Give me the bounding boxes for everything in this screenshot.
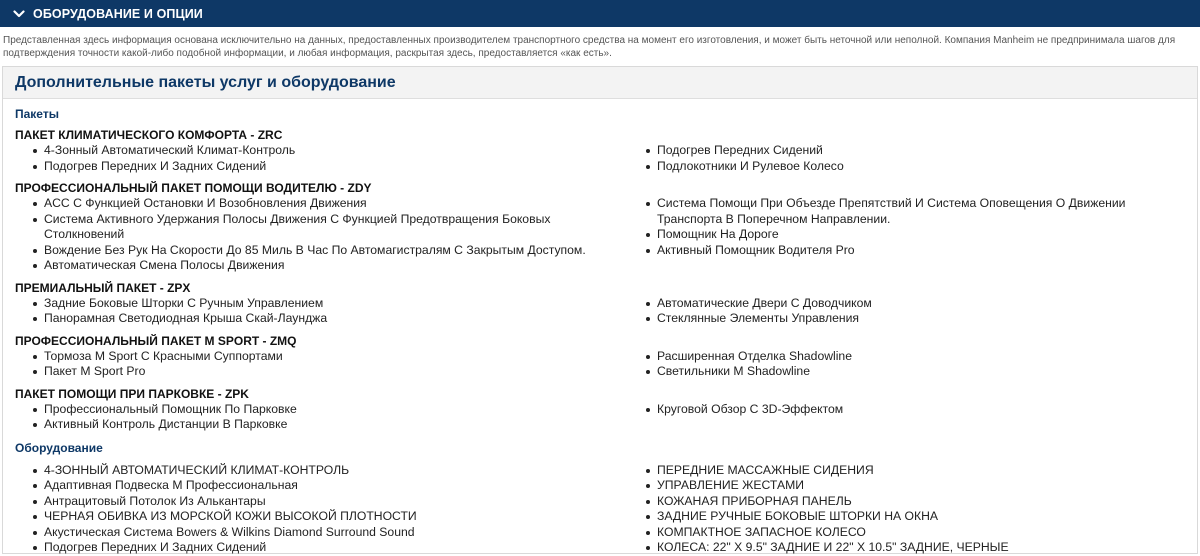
- equipment-right-column: [628, 463, 1188, 556]
- package-item: ACC С Функцией Остановки И Возобновления Движения: [15, 196, 628, 212]
- equipment-item: Акустическая Система Bowers & Wilkins Diamond Surround Sound: [15, 525, 628, 541]
- equipment-item: Адаптивная Подвеска M Профессиональная: [15, 478, 628, 494]
- package-title: ПРЕМИАЛЬНЫЙ ПАКЕТ - ZPX: [15, 280, 191, 295]
- equipment-item: 4-ЗОННЫЙ АВТОМАТИЧЕСКИЙ КЛИМАТ-КОНТРОЛЬ: [15, 463, 628, 479]
- package-block: [15, 280, 1197, 327]
- package-item: Профессиональный Помощник По Парковке: [15, 402, 628, 418]
- package-item: Помощник На Дороге: [628, 227, 1188, 243]
- package-item: Система Активного Удержания Полосы Движения С Функцией Предотвращения Боковых Столкновений: [15, 212, 628, 243]
- packages-list: [15, 127, 1197, 433]
- package-block: [15, 127, 1197, 174]
- package-left-column: [15, 296, 628, 327]
- package-title: ПАКЕТ ПОМОЩИ ПРИ ПАРКОВКЕ - ZPK: [15, 386, 249, 401]
- package-item: Автоматическая Смена Полосы Движения: [15, 258, 628, 274]
- package-left-column: [15, 349, 628, 380]
- packages-section-label: Пакеты: [15, 107, 59, 121]
- package-block: [15, 333, 1197, 380]
- package-item: Автоматические Двери С Доводчиком: [628, 296, 1188, 312]
- package-item: Панорамная Светодиодная Крыша Скай-Лаунджа: [15, 311, 628, 327]
- package-item: Подлокотники И Рулевое Колесо: [628, 159, 1188, 175]
- packages-panel: [2, 66, 1198, 554]
- package-item: Система Помощи При Объезде Препятствий И Система Оповещения О Движении Транспорта В Поперечном Направлении.: [628, 196, 1188, 227]
- equipment-list: [15, 463, 1197, 556]
- equipment-item: КОМПАКТНОЕ ЗАПАСНОЕ КОЛЕСО: [628, 525, 1188, 541]
- package-item: Пакет M Sport Pro: [15, 364, 628, 380]
- package-item: Светильники M Shadowline: [628, 364, 1188, 380]
- package-item: Расширенная Отделка Shadowline: [628, 349, 1188, 365]
- equipment-item: ЗАДНИЕ РУЧНЫЕ БОКОВЫЕ ШТОРКИ НА ОКНА: [628, 509, 1188, 525]
- package-items: [15, 402, 1197, 433]
- package-left-column: [15, 196, 628, 274]
- package-right-column: [628, 143, 1188, 174]
- package-left-column: [15, 402, 628, 433]
- equipment-item: Антрацитовый Потолок Из Алькантары: [15, 494, 628, 510]
- chevron-down-icon: [13, 8, 25, 20]
- package-item: Активный Помощник Водителя Pro: [628, 243, 1188, 259]
- package-item: Тормоза M Sport С Красными Суппортами: [15, 349, 628, 365]
- package-item: Задние Боковые Шторки С Ручным Управлением: [15, 296, 628, 312]
- equipment-item: ЧЕРНАЯ ОБИВКА ИЗ МОРСКОЙ КОЖИ ВЫСОКОЙ ПЛОТНОСТИ: [15, 509, 628, 525]
- package-items: [15, 196, 1197, 274]
- disclaimer-text: Представленная здесь информация основана исключительно на данных, предоставленных производителем транспортного средства на момент его изготовления, и может быть неточной или неполной. Компания Manheim не предпринимала шагов для подтверждения точности какой-либо подобной информации, и любая информация, раскрытая здесь, предоставляется «как есть».: [3, 35, 1176, 59]
- package-item: Активный Контроль Дистанции В Парковке: [15, 417, 628, 433]
- package-right-column: [628, 296, 1188, 327]
- equipment-options-header[interactable]: [0, 0, 1200, 27]
- package-right-column: [628, 349, 1188, 380]
- equipment-item: КОЛЕСА: 22" X 9.5" ЗАДНИЕ И 22" X 10.5" ЗАДНИЕ, ЧЕРНЫЕ: [628, 540, 1188, 556]
- package-item: Подогрев Передних И Задних Сидений: [15, 159, 628, 175]
- package-items: [15, 296, 1197, 327]
- package-title: ПРОФЕССИОНАЛЬНЫЙ ПАКЕТ M SPORT - ZMQ: [15, 333, 297, 348]
- package-items: [15, 143, 1197, 174]
- package-left-column: [15, 143, 628, 174]
- equipment-item: ПЕРЕДНИЕ МАССАЖНЫЕ СИДЕНИЯ: [628, 463, 1188, 479]
- panel-title: Дополнительные пакеты услуг и оборудование: [3, 67, 1197, 99]
- package-item: 4-Зонный Автоматический Климат-Контроль: [15, 143, 628, 159]
- package-item: Вождение Без Рук На Скорости До 85 Миль В Час По Автомагистралям С Закрытым Доступом.: [15, 243, 628, 259]
- package-items: [15, 349, 1197, 380]
- package-item: Подогрев Передних Сидений: [628, 143, 1188, 159]
- package-title: ПРОФЕССИОНАЛЬНЫЙ ПАКЕТ ПОМОЩИ ВОДИТЕЛЮ - ZDY: [15, 181, 372, 195]
- package-item: Круговой Обзор С 3D-Эффектом: [628, 402, 1188, 418]
- package-right-column: [628, 402, 1188, 433]
- header-title: ОБОРУДОВАНИЕ И ОПЦИИ: [33, 6, 203, 21]
- equipment-item: УПРАВЛЕНИЕ ЖЕСТАМИ: [628, 478, 1188, 494]
- panel-content: [3, 99, 1197, 556]
- package-item: Стеклянные Элементы Управления: [628, 311, 1188, 327]
- equipment-section-label: Оборудование: [15, 440, 103, 455]
- package-right-column: [628, 196, 1188, 274]
- equipment-left-column: [15, 463, 628, 556]
- package-block: [15, 386, 1197, 433]
- equipment-item: Подогрев Передних И Задних Сидений: [15, 540, 628, 556]
- package-title: ПАКЕТ КЛИМАТИЧЕСКОГО КОМФОРТА - ZRC: [15, 128, 283, 142]
- equipment-item: КОЖАНАЯ ПРИБОРНАЯ ПАНЕЛЬ: [628, 494, 1188, 510]
- package-block: [15, 180, 1197, 274]
